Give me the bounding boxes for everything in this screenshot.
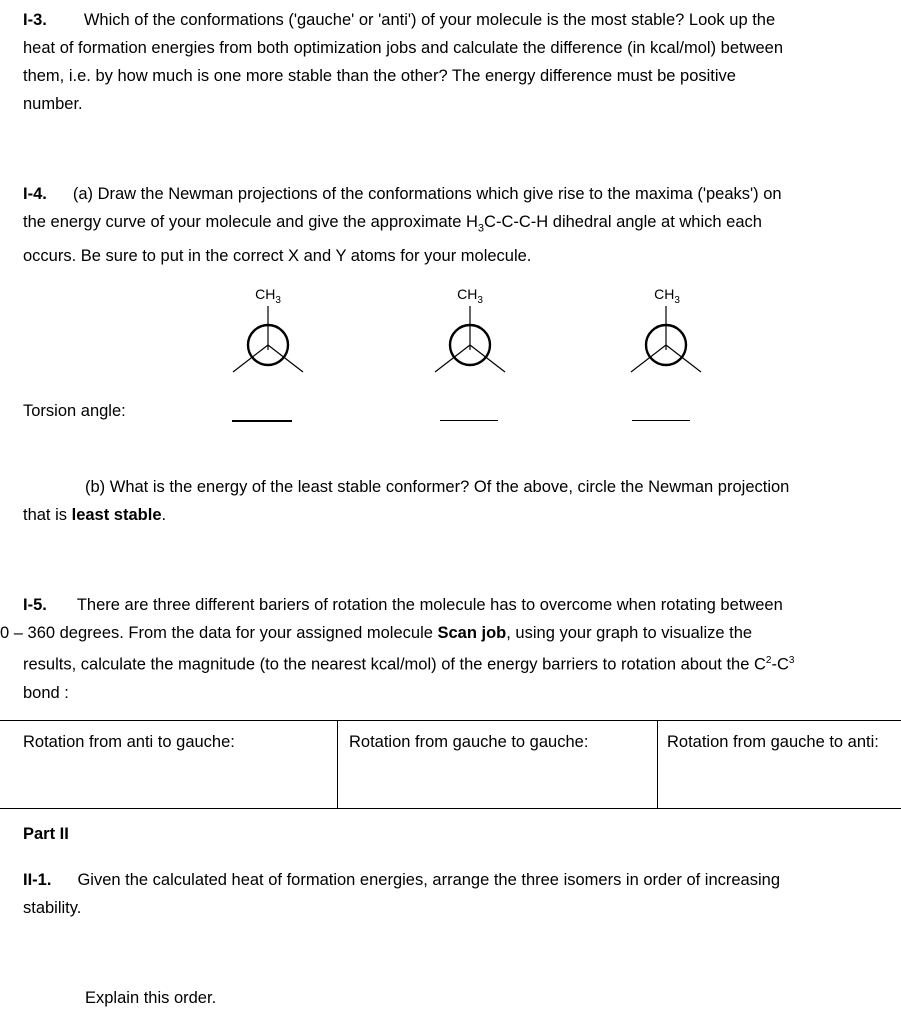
question-ii1: [23, 866, 883, 922]
question-text-line: heat of formation energies from both optimization jobs and calculate the difference (in kcal/mol) between: [23, 39, 784, 57]
question-text-line: C-C-C-H dihedral angle at which each: [484, 213, 762, 231]
question-i4: [23, 180, 883, 270]
question-text-line: Which of the conformations ('gauche' or 'anti') of your molecule is the most stable? Look up the: [83, 11, 776, 29]
question-text-line: Given the calculated heat of formation energies, arrange the three isomers in order of increasing: [77, 871, 780, 889]
subscript: 3: [477, 222, 485, 235]
torsion-angle-blank-1[interactable]: [232, 420, 292, 422]
emphasis: least stable: [71, 506, 162, 524]
question-text-line: number.: [23, 95, 83, 113]
rotation-cell-anti-to-gauche[interactable]: Rotation from anti to gauche:: [0, 721, 338, 809]
question-text-line: stability.: [23, 899, 82, 917]
question-number: I-5.: [23, 596, 47, 614]
question-text-line: (a) Draw the Newman projections of the conformations which give rise to the maxima ('peaks') on: [72, 185, 782, 203]
rotation-cell-gauche-to-gauche[interactable]: Rotation from gauche to gauche:: [338, 721, 658, 809]
part-heading: Part II: [23, 825, 69, 843]
torsion-angle-blank-3[interactable]: [632, 420, 690, 421]
question-text-line: the energy curve of your molecule and give the approximate H: [23, 213, 478, 231]
ch3-label: $CH_3$: [654, 286, 680, 306]
question-number: II-1.: [23, 871, 52, 889]
question-number: I-4.: [23, 185, 47, 203]
torsion-angle-blank-2[interactable]: [440, 420, 498, 421]
question-text-line: them, i.e. by how much is one more stable than the other? The energy difference must be positive: [23, 67, 736, 85]
rotation-barrier-table: [0, 720, 901, 809]
question-i5: I-5. There are three different bariers of rotation the molecule has to overcome when rotating between 0 – 360 degrees. From the data for your assigned molecule Scan job, using your graph to visualize the results, calculate the magnitude (to the nearest kcal/mol) of the energy barriers to rotation about the $C^2-C^3$ bond :: [0, 596, 795, 702]
newman-projection-2: [420, 284, 520, 384]
ch3-label: $CH_3$: [255, 286, 281, 306]
rotation-cell-gauche-to-anti[interactable]: Rotation from gauche to anti:: [658, 721, 901, 809]
explain-prompt: Explain this order.: [85, 989, 217, 1007]
question-i3: [23, 6, 883, 118]
ch3-label: $CH_3$: [457, 286, 483, 306]
question-text-line: occurs. Be sure to put in the correct X and Y atoms for your molecule.: [23, 247, 532, 266]
newman-projection-3: [616, 284, 716, 384]
question-number: I-3.: [23, 11, 47, 29]
question-text-line: (b) What is the energy of the least stable conformer? Of the above, circle the Newman projection: [85, 478, 790, 496]
question-i4b: (b) What is the energy of the least stable conformer? Of the above, circle the Newman projection that is least stable.: [23, 478, 790, 524]
newman-projection-1: [218, 284, 318, 384]
torsion-angle-label: Torsion angle:: [23, 402, 126, 420]
question-text-line: There are three different bariers of rotation the molecule has to overcome when rotating between: [76, 596, 783, 614]
emphasis: Scan job: [437, 624, 507, 642]
